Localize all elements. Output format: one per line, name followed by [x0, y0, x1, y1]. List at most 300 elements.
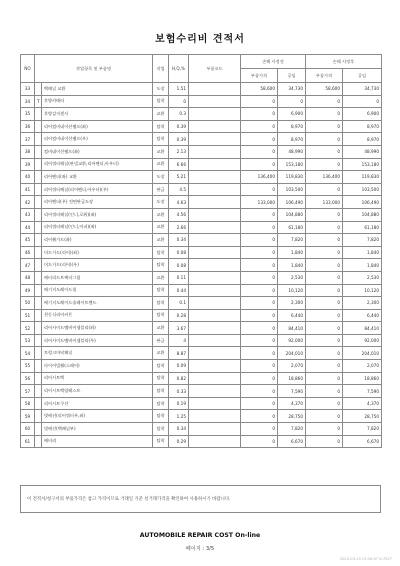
row-labor-after: 8,970	[343, 120, 382, 133]
row-item: 리어쿼터패널(인너,어퍼)(좌)	[42, 221, 153, 234]
table-row	[21, 171, 382, 184]
row-work: 교환	[153, 145, 169, 158]
row-no: 48	[21, 271, 35, 284]
row-part-price-after: 58,600	[306, 83, 343, 96]
row-hqs: 0.11	[169, 271, 189, 284]
row-part-price-before: 0	[241, 108, 278, 121]
header-part-price-after: 부품가격	[306, 69, 343, 83]
row-work: 교환	[153, 158, 169, 171]
row-hqs: 3.67	[169, 322, 189, 335]
row-part-price-before: 0	[241, 133, 278, 146]
row-part-code	[189, 334, 241, 347]
table-row	[21, 423, 382, 436]
row-part-code	[189, 360, 241, 373]
row-part-price-before: 0	[241, 208, 278, 221]
row-hqs: 0	[169, 95, 189, 108]
row-no: 41	[21, 183, 35, 196]
row-flag	[35, 183, 42, 196]
page-number: 페이지 : 3/5	[185, 546, 215, 552]
row-labor-after: 1,840	[343, 246, 382, 259]
row-flag	[35, 171, 42, 184]
row-hqs: 0.09	[169, 360, 189, 373]
row-work: 교환	[153, 347, 169, 360]
table-row	[21, 334, 382, 347]
row-labor-after: 92,000	[343, 334, 382, 347]
row-item: 리어시트백암레스트	[42, 385, 153, 398]
row-labor-before: 10,120	[278, 284, 306, 297]
row-part-code	[189, 145, 241, 158]
row-part-price-before: 0	[241, 95, 278, 108]
row-part-price-after: 0	[306, 271, 343, 284]
row-part-price-before: 0	[241, 385, 278, 398]
row-work: 교환	[153, 234, 169, 247]
row-flag	[35, 360, 42, 373]
row-flag	[35, 372, 42, 385]
row-part-code	[189, 322, 241, 335]
row-flag	[35, 284, 42, 297]
row-labor-before: 119,830	[278, 171, 306, 184]
row-part-price-after: 0	[306, 259, 343, 272]
row-work: 탈착	[153, 95, 169, 108]
row-item: 머드가드(리어)(우)	[42, 259, 153, 272]
row-item: 리어펜더(우) 전면판금도장	[42, 196, 153, 209]
row-flag	[35, 208, 42, 221]
row-part-price-before: 0	[241, 423, 278, 436]
row-part-code	[189, 297, 241, 310]
row-item: 트렁크마닥패널	[42, 347, 153, 360]
row-part-code	[189, 385, 241, 398]
row-flag	[35, 158, 42, 171]
row-part-code	[189, 120, 241, 133]
row-labor-after: 28,750	[343, 410, 382, 423]
row-labor-before: 92,000	[278, 334, 306, 347]
row-part-code	[189, 284, 241, 297]
row-labor-before: 0	[278, 95, 306, 108]
row-labor-after: 8,970	[343, 133, 382, 146]
row-no: 60	[21, 423, 35, 436]
row-part-price-before: 0	[241, 145, 278, 158]
row-part-price-after: 0	[306, 322, 343, 335]
table-row	[21, 196, 382, 209]
table-row	[21, 372, 382, 385]
table-row	[21, 120, 382, 133]
row-work: 교환	[153, 208, 169, 221]
row-hqs: 8.87	[169, 347, 189, 360]
row-work: 탈착	[153, 259, 169, 272]
row-flag	[35, 334, 42, 347]
row-hqs: 0.34	[169, 234, 189, 247]
row-labor-after: 119,830	[343, 171, 382, 184]
row-hqs: 4.56	[169, 208, 189, 221]
row-work: 교환	[153, 108, 169, 121]
row-work: 도장	[153, 171, 169, 184]
row-labor-before: 2,070	[278, 360, 306, 373]
row-labor-after: 61,180	[343, 221, 382, 234]
row-part-price-after: 0	[306, 360, 343, 373]
row-flag	[35, 259, 42, 272]
row-hqs: 0.29	[169, 435, 189, 448]
row-hqs: 6.66	[169, 158, 189, 171]
row-item: 컴비네이션램프(좌)	[42, 145, 153, 158]
row-item: 리어사이드멤버어셈블리(좌)	[42, 322, 153, 335]
row-item: 리어쿼터패널(인너,로워)(좌)	[42, 208, 153, 221]
row-work: 도장	[153, 83, 169, 96]
row-no: 55	[21, 360, 35, 373]
row-labor-before: 6,670	[278, 435, 306, 448]
row-part-price-before: 0	[241, 309, 278, 322]
row-labor-after: 84,410	[343, 322, 382, 335]
row-work: 판금	[153, 183, 169, 196]
row-part-code	[189, 246, 241, 259]
row-work: 교환	[153, 221, 169, 234]
row-no: 53	[21, 334, 35, 347]
row-flag: T	[35, 95, 42, 108]
row-part-price-after: 0	[306, 133, 343, 146]
row-labor-before: 34,730	[278, 83, 306, 96]
row-part-price-before: 133,000	[241, 196, 278, 209]
row-part-price-before: 0	[241, 183, 278, 196]
row-part-price-after: 136,400	[306, 171, 343, 184]
row-part-price-before: 0	[241, 284, 278, 297]
row-part-price-after: 0	[306, 435, 343, 448]
row-work: 탈착	[153, 360, 169, 373]
row-part-code	[189, 171, 241, 184]
row-labor-after: 2,300	[343, 297, 382, 310]
table-row	[21, 145, 382, 158]
row-part-price-after: 0	[306, 284, 343, 297]
table-row	[21, 133, 382, 146]
row-no: 59	[21, 410, 35, 423]
row-hqs: 4.5	[169, 183, 189, 196]
row-no: 49	[21, 284, 35, 297]
row-part-code	[189, 372, 241, 385]
row-no: 54	[21, 347, 35, 360]
table-row	[21, 246, 382, 259]
row-no: 37	[21, 133, 35, 146]
row-labor-after: 1,840	[343, 259, 382, 272]
row-flag	[35, 196, 42, 209]
row-no: 36	[21, 120, 35, 133]
table-row	[21, 259, 382, 272]
table-row	[21, 309, 382, 322]
header-hqs: H,Q,%	[169, 55, 189, 83]
row-part-price-before: 0	[241, 410, 278, 423]
row-item: 리어컴비네이션램프(좌)	[42, 120, 153, 133]
row-part-code	[189, 234, 241, 247]
row-hqs: 0.34	[169, 423, 189, 436]
row-hqs: 4.63	[169, 196, 189, 209]
row-labor-before: 6,440	[278, 309, 306, 322]
table-row	[21, 385, 382, 398]
row-part-price-after: 0	[306, 246, 343, 259]
row-labor-after: 48,990	[343, 145, 382, 158]
row-part-price-after: 0	[306, 95, 343, 108]
row-part-price-after: 0	[306, 208, 343, 221]
row-flag	[35, 133, 42, 146]
row-no: 50	[21, 297, 35, 310]
header-no: NO	[21, 55, 35, 83]
price-notice: 이 견적서/청구서의 부품가격은 참고 가격이므로 거래일 기준 실거래가격을 확인하여 사용하시기 바랍니다.	[20, 485, 381, 513]
row-flag	[35, 347, 42, 360]
row-labor-before: 2,530	[278, 271, 306, 284]
table-row	[21, 83, 382, 96]
row-hqs: 0.3	[169, 108, 189, 121]
row-item: 리어쿼터패널(리어펜더,아우터)(우)	[42, 183, 153, 196]
row-part-code	[189, 397, 241, 410]
row-part-price-before: 0	[241, 271, 278, 284]
row-no: 34	[21, 95, 35, 108]
row-labor-after: 7,820	[343, 423, 382, 436]
row-hqs: 0.39	[169, 120, 189, 133]
row-hqs: 5.21	[169, 171, 189, 184]
table-row	[21, 221, 382, 234]
row-hqs: 0.19	[169, 397, 189, 410]
row-work: 탈착	[153, 297, 169, 310]
row-labor-before: 61,180	[278, 221, 306, 234]
row-labor-after: 104,880	[343, 208, 382, 221]
row-work: 판금	[153, 334, 169, 347]
row-labor-before: 104,880	[278, 208, 306, 221]
row-part-price-before: 136,400	[241, 171, 278, 184]
row-hqs: 2.66	[169, 221, 189, 234]
row-labor-after: 4,370	[343, 397, 382, 410]
row-labor-before: 8,970	[278, 133, 306, 146]
header-labor-before: 공임	[278, 69, 306, 83]
row-hqs: 0.08	[169, 246, 189, 259]
row-no: 33	[21, 83, 35, 96]
table-row	[21, 297, 382, 310]
row-flag	[35, 120, 42, 133]
row-hqs: 0.33	[169, 385, 189, 398]
header-part-price-before: 부품가격	[241, 69, 278, 83]
row-part-code	[189, 83, 241, 96]
row-item: 리어펜더(좌) 교환	[42, 171, 153, 184]
row-flag	[35, 397, 42, 410]
row-no: 46	[21, 246, 35, 259]
row-part-code	[189, 435, 241, 448]
row-no: 43	[21, 208, 35, 221]
table-row	[21, 271, 382, 284]
row-flag	[35, 246, 42, 259]
row-part-code	[189, 221, 241, 234]
table-row	[21, 410, 382, 423]
row-part-code	[189, 108, 241, 121]
row-part-code	[189, 259, 241, 272]
row-item: 리어사이드멤버어셈블리(우)	[42, 334, 153, 347]
row-labor-before: 48,990	[278, 145, 306, 158]
row-work: 탈착	[153, 133, 169, 146]
row-hqs: 1.25	[169, 410, 189, 423]
row-part-price-after: 0	[306, 347, 343, 360]
row-part-code	[189, 95, 241, 108]
row-part-price-before: 58,600	[241, 83, 278, 96]
row-labor-after: 2,070	[343, 360, 382, 373]
row-labor-after: 18,860	[343, 372, 382, 385]
row-hqs: 1.51	[169, 83, 189, 96]
row-part-code	[189, 196, 241, 209]
row-part-code	[189, 271, 241, 284]
row-hqs: 0.82	[169, 372, 189, 385]
header-after-adjustment: 손해 사정후	[306, 55, 382, 69]
row-flag	[35, 423, 42, 436]
row-flag	[35, 83, 42, 96]
row-part-price-before: 0	[241, 334, 278, 347]
row-labor-after: 103,500	[343, 183, 382, 196]
row-labor-after: 6,670	[343, 435, 382, 448]
row-work: 탈착	[153, 309, 169, 322]
row-labor-before: 6,900	[278, 108, 306, 121]
row-work: 탈착	[153, 120, 169, 133]
row-work: 탈착	[153, 372, 169, 385]
row-labor-after: 7,590	[343, 385, 382, 398]
row-labor-before: 4,370	[278, 397, 306, 410]
row-hqs: 4	[169, 334, 189, 347]
row-work: 탈착	[153, 435, 169, 448]
row-part-price-before: 0	[241, 120, 278, 133]
row-part-price-after: 0	[306, 297, 343, 310]
table-row	[21, 108, 382, 121]
row-part-price-after: 0	[306, 120, 343, 133]
row-item: 배기지도레이드림	[42, 284, 153, 297]
row-flag	[35, 108, 42, 121]
row-work: 도장	[153, 196, 169, 209]
table-row	[21, 397, 382, 410]
row-part-price-before: 0	[241, 397, 278, 410]
row-item: 배기지도레이드솔레이트밴드	[42, 297, 153, 310]
row-part-code	[189, 423, 241, 436]
row-hqs: 2.13	[169, 145, 189, 158]
row-part-price-before: 0	[241, 435, 278, 448]
row-hqs: 0.08	[169, 259, 189, 272]
row-no: 57	[21, 385, 35, 398]
table-row	[21, 183, 382, 196]
row-labor-before: 204,010	[278, 347, 306, 360]
row-labor-before: 106,490	[278, 196, 306, 209]
row-no: 45	[21, 234, 35, 247]
row-hqs: 0.39	[169, 133, 189, 146]
row-part-price-before: 0	[241, 259, 278, 272]
table-row	[21, 347, 382, 360]
row-part-price-before: 0	[241, 158, 278, 171]
row-no: 44	[21, 221, 35, 234]
row-work: 탈착	[153, 423, 169, 436]
row-item: 후방감지센서	[42, 108, 153, 121]
row-part-price-after: 0	[306, 108, 343, 121]
row-part-price-after: 0	[306, 183, 343, 196]
estimate-table	[20, 54, 382, 448]
footer-title: AUTOMOBILE REPAIR COST On-line	[139, 532, 261, 539]
row-item: 빗배선(백패널부)	[42, 423, 153, 436]
header-work: 작업	[153, 55, 169, 83]
row-labor-after: 6,440	[343, 309, 382, 322]
row-item: 리어시트백	[42, 372, 153, 385]
row-labor-after: 7,820	[343, 234, 382, 247]
row-part-price-after: 0	[306, 145, 343, 158]
row-item: 후방카메라	[42, 95, 153, 108]
row-labor-before: 18,860	[278, 372, 306, 385]
table-row	[21, 284, 382, 297]
row-flag	[35, 297, 42, 310]
row-part-code	[189, 347, 241, 360]
row-no: 47	[21, 259, 35, 272]
row-work: 탈착	[153, 410, 169, 423]
row-flag	[35, 234, 42, 247]
row-no: 38	[21, 145, 35, 158]
row-hqs: 0.28	[169, 309, 189, 322]
row-labor-before: 153,180	[278, 158, 306, 171]
row-labor-after: 34,730	[343, 83, 382, 96]
row-labor-before: 7,820	[278, 423, 306, 436]
table-row	[21, 360, 382, 373]
row-flag	[35, 271, 42, 284]
row-work: 탈착	[153, 246, 169, 259]
print-timestamp: 2024-03-19 13:30:47 X:7027	[339, 557, 392, 561]
row-work: 탈착	[153, 284, 169, 297]
row-item: 타이어빌휠(스페어)	[42, 360, 153, 373]
row-labor-before: 8,970	[278, 120, 306, 133]
row-flag	[35, 145, 42, 158]
table-row	[21, 95, 382, 108]
row-no: 40	[21, 171, 35, 184]
row-item: 리어휠가드(좌)	[42, 234, 153, 247]
row-labor-before: 7,820	[278, 234, 306, 247]
row-labor-after: 106,490	[343, 196, 382, 209]
row-part-price-before: 0	[241, 372, 278, 385]
row-work: 교환	[153, 322, 169, 335]
row-labor-before: 2,300	[278, 297, 306, 310]
row-flag	[35, 435, 42, 448]
row-hqs: 0.44	[169, 284, 189, 297]
row-item: 리어쿼터패널(판넬교환,리어펜더,아우터)	[42, 158, 153, 171]
row-part-price-after: 0	[306, 423, 343, 436]
table-row	[21, 208, 382, 221]
row-part-price-after: 0	[306, 397, 343, 410]
row-part-code	[189, 158, 241, 171]
row-labor-before: 103,500	[278, 183, 306, 196]
row-part-price-after: 0	[306, 410, 343, 423]
row-labor-after: 204,010	[343, 347, 382, 360]
row-part-price-before: 0	[241, 246, 278, 259]
row-flag	[35, 221, 42, 234]
row-part-code	[189, 410, 241, 423]
row-no: 35	[21, 108, 35, 121]
row-item: 머드가드(리어)(좌)	[42, 246, 153, 259]
row-flag	[35, 385, 42, 398]
row-part-price-after: 0	[306, 221, 343, 234]
row-hqs: 0.1	[169, 297, 189, 310]
row-flag	[35, 309, 42, 322]
header-part-code: 부품코드	[189, 55, 241, 83]
row-no: 61	[21, 435, 35, 448]
table-row	[21, 322, 382, 335]
row-part-price-after: 133,000	[306, 196, 343, 209]
row-flag	[35, 410, 42, 423]
row-labor-before: 84,410	[278, 322, 306, 335]
row-labor-before: 1,840	[278, 259, 306, 272]
row-no: 39	[21, 158, 35, 171]
row-labor-after: 10,120	[343, 284, 382, 297]
row-part-price-after: 0	[306, 334, 343, 347]
row-labor-after: 2,530	[343, 271, 382, 284]
row-labor-before: 7,590	[278, 385, 306, 398]
header-labor-after: 공임	[343, 69, 382, 83]
row-part-price-before: 0	[241, 297, 278, 310]
row-part-price-before: 0	[241, 347, 278, 360]
header-before-adjustment: 손해 사정전	[241, 55, 306, 69]
row-no: 42	[21, 196, 35, 209]
row-no: 51	[21, 309, 35, 322]
header-item: 작업항목 및 부품명	[35, 55, 153, 83]
